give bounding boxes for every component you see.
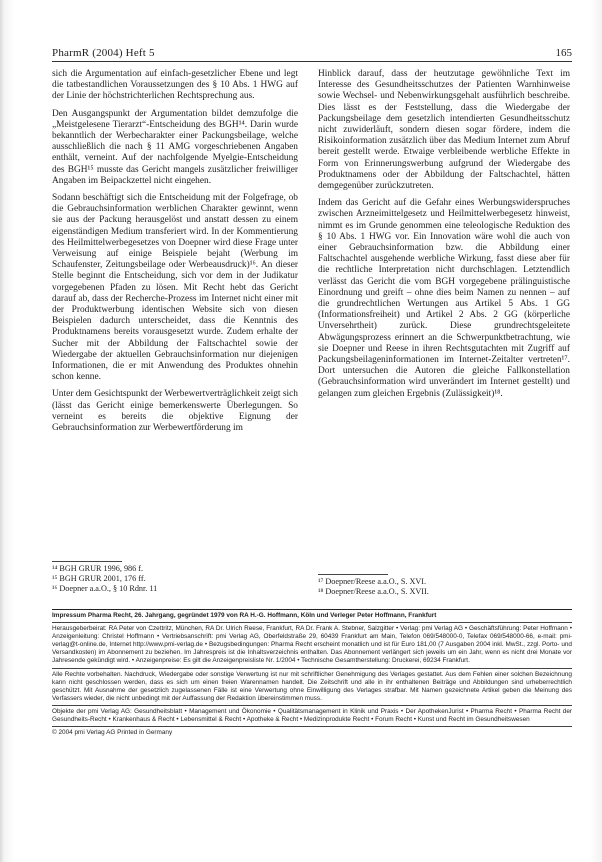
footnotes-left: [52, 564, 157, 594]
right-column: [318, 69, 570, 406]
paragraph: Unter dem Gesichtspunkt der Werbewertverträglichkeit zeigt sich (lässt das Gericht einige bemerkenswerte Überlegungen. So verneint es bereits die objektive Eignung der Gebrauchsinformation zur Werbewertförderung im: [52, 389, 298, 434]
imprint-box: [52, 609, 572, 739]
paragraph: Den Ausgangspunkt der Argumentation bildet demzufolge die „Meistgelesene Tierarzt“-Entscheidung des BGH¹⁴. Darin wurde bekanntlich der Werbecharakter einer Packungsbeilage, welche ausschließlich die nach § 11 AMG vorgeschriebenen Angaben enthält, verneint. Auf der nachfolgende Myelgie-Entscheidung des BGH¹⁵ musste das Gericht mangels zusätzlicher freiwilliger Angaben im Beipackzettel nicht eingehen.: [52, 108, 298, 186]
footnote: ¹⁸ Doepner/Reese a.a.O., S. XVII.: [318, 587, 429, 596]
footnote: ¹⁴ BGH GRUR 1996, 986 f.: [52, 564, 144, 573]
page-number: 165: [555, 47, 572, 59]
imprint-rights: Alle Rechte vorbehalten. Nachdruck, Wiedergabe oder sonstige Verwertung ist nur mit schriftlicher Genehmigung des Verlages gestattet. Aus dem Fehlen einer solchen Bezeichnung kann nicht geschlossen werden, dass es sich um einen freien Warennamen handelt. Die Zeitschrift und alle in ihr enthaltenen Beiträge und Abbildungen sind urheberrechtlich geschützt. Mit Ausnahme der gesetzlich zugelassenen Fälle ist eine Verwertung ohne Einwilligung des Verlages strafbar. Mit Namen gezeichnete Artikel geben die Meinung des Verfassers wieder, die nicht unbedingt mit der Auffassung der Redaktion übereinstimmen muss.: [52, 669, 572, 706]
paragraph: Hinblick darauf, dass der heutzutage gewöhnliche Text im Interesse des Gesundheitsschutzes der Patienten Warnhinweise sowie Wechsel- und Nebenwirkungsgehalt ausführlich beschreibe. Dies lässt es der Feststellung, dass die Wiedergabe der Packungsbeilage dem gesetzlich intendierten Gesundheitsschutz nicht zuwiderläuft, sondern diesen sogar fördere, indem die Risikoinformation zusätzlich über das Medium Internet zum Abruf bereit gestellt werde. Etwaige verbleibende werbliche Effekte in Form von Erinnerungswerbung aufgrund der Wiedergabe des Produktnamens oder der Abbildung der Faltschachtel, hätten demgegenüber zurückzutreten.: [318, 69, 570, 192]
paragraph: Sodann beschäftigt sich die Entscheidung mit der Folgefrage, ob die Gebrauchsinformation werblichen Charakter gewinnt, wenn sie aus der Packung herausgelöst und anstatt dessen zu einem eigenständigen Medium transferiert wird. In der Kommentierung des Heilmittelwerbegesetzes von Doepner wird diese Frage unter Verweisung auf einige Beispiele bejaht (Werbung im Schaufenster, Zeitungsbeilage oder Werbeausdruck)¹⁶. An dieser Stelle beginnt die Entscheidung, sich vor dem in der Judikatur vorgegebenen Pfaden zu lösen. Mit Recht hebt das Gericht darauf ab, dass der Recherche-Prozess im Internet nicht einer mit der Produktwerbung identischen Website sich von diesen Beispielen dadurch unterscheidet, dass die Kenntnis des Produktnamens bereits vorausgesetzt wurde. Zudem erhalte der Sucher mit der Abbildung der Faltschachtel sowie der Wiedergabe der aktuellen Gebrauchsinformation nur diejenigen Informationen, die er mit Anwendung des Produktes ohnehin schon kenne.: [52, 193, 298, 383]
imprint-title: Impressum Pharma Recht, 26. Jahrgang, gegründet 1979 von RA H.-G. Hoffmann, Köln und Verleger Peter Hoffmann, Frankfurt: [52, 610, 572, 623]
footnote: ¹⁵ BGH GRUR 2001, 176 ff.: [52, 574, 146, 583]
footnotes-right: [318, 577, 429, 597]
imprint-copyright: © 2004 pmi Verlag AG Printed in Germany: [52, 729, 173, 737]
footnote-divider: [318, 574, 388, 575]
left-column: [52, 69, 298, 440]
imprint-details: Herausgeberbeirat: RA Peter von Czettritz, München, RA Dr. Ulrich Reese, Frankfurt, RA Dr. Frank A. Stebner, Salzgitter • Verlag: pmi Verlag AG • Geschäftsführung: Peter Hoffmann • Anzeigenleitung: Christel Hoffmann • Vertriebsanschrift: pmi Verlag AG, Oberfeldstraße 29, 60439 Frankfurt am Main, Telefon 069/548000-0, Telefax 069/548000-66, e-mail: pmi-verlag@t-online.de, Internet http://www.pmi-verlag.de • Bezugsbedingungen: Pharma Recht erscheint monatlich und ist für Euro 181,00 (7 Ausgaben 2004 inkl. MwSt., zzgl. Porto- und Versandkosten) im Abonnement zu beziehen. Im Jahrespreis ist die Inhaltsverzeichnis enthalten. Das Abonnement verlängert sich jeweils um ein Jahr, wenn es nicht drei Monate vor Jahresende gekündigt wird. • Anzeigenpreise: Es gilt die Anzeigenpreisliste Nr. 1/2004 • Technische Gesamtherstellung: Druckerei, 69234 Frankfurt.: [52, 623, 572, 668]
running-header: [52, 47, 572, 62]
footnote: ¹⁶ Doepner a.a.O., § 10 Rdnr. 11: [52, 584, 158, 593]
footnote: ¹⁷ Doepner/Reese a.a.O., S. XVI.: [318, 577, 427, 586]
journal-title: PharmR (2004) Heft 5: [52, 47, 155, 59]
paragraph: sich die Argumentation auf einfach-gesetzlicher Ebene und legt die tatbestandlichen Voraussetzungen des § 10 Abs. 1 HWG auf der Linie der höchstrichterlichen Rechtsprechung aus.: [52, 69, 298, 102]
footnote-divider: [52, 561, 122, 562]
paragraph: Indem das Gericht auf die Gefahr eines Werbungswiderspruches zwischen Arzneimittelgesetz und Heilmittelwerbegesetz hinweist, nimmt es im Grunde genommen eine teleologische Reduktion des § 10 Abs. 1 HWG vor. Ein Innovation wäre wohl die auch von einer Gebrauchsinformation bzw. die Abbildung einer Faltschachtel ausgehende werbliche Wirkung, fasst diese aber für die rechtliche Interpretation nicht durchschlagen. Letztendlich verlässt das Gericht die vom BGH vorgegebene prälinguistische Einordnung und greift – ohne dies beim Namen zu nennen – auf die grundrechtlichen Wertungen aus Artikel 5 Abs. 1 GG (Informationsfreiheit) und Artikel 2 Abs. 2 GG (körperliche Unversehrtheit) zurück. Diese grundrechtsgeleitete Abwägungsprozess erinnert an die Schwerpunktbetrachtung, wie sie Doepner und Reese in ihren Rechtsgutachten mit Zugriff auf Packungsbeilageninformationen im Internet-Zeitalter vertreten¹⁷. Dort untersuchen die Autoren die gleiche Fallkonstellation (Gebrauchsinformation wird unverändert im Internet gestellt) und gelangen zum gleichen Ergebnis (Zulässigkeit)¹⁸.: [318, 198, 570, 399]
imprint-publications: Objekte der pmi Verlag AG: Gesundheitsblatt • Management und Ökonomie • Qualitätsmanagement in Klinik und Praxis • Der ApothekenJurist • Pharma Recht • Pharma Recht der Gesundheits-Recht • Krankenhaus & Recht • Lebensmittel & Recht • Apotheke & Recht • Medizinprodukte Recht • Forum Recht • Kunst und Recht im Gesundheitswesen: [52, 706, 572, 727]
